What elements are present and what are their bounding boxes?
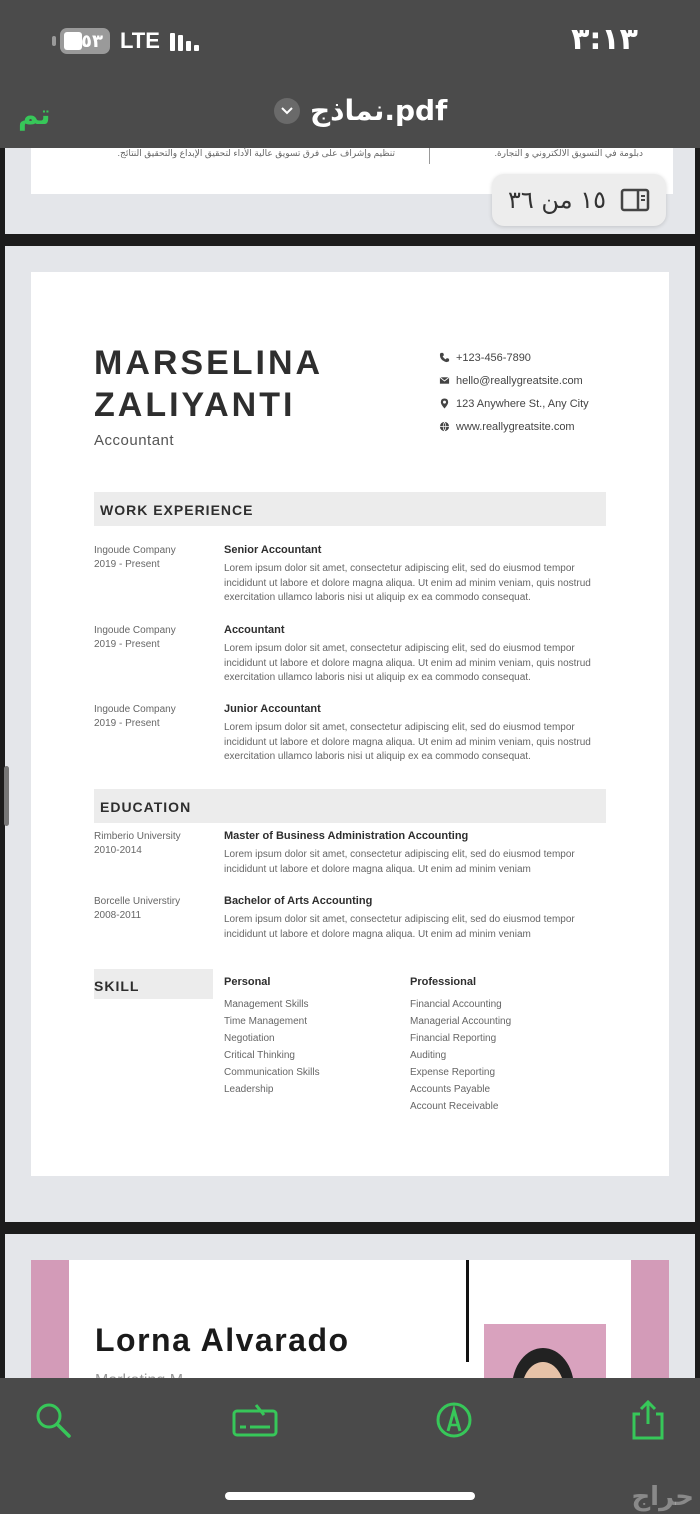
skill-item: Time Management xyxy=(224,1016,307,1027)
entry-period: 2019 - Present xyxy=(94,639,160,650)
entry-period: 2008-2011 xyxy=(94,910,142,921)
pdf-viewer[interactable] xyxy=(0,148,700,1378)
skill-item: Communication Skills xyxy=(224,1067,320,1078)
network-type: LTE xyxy=(120,28,160,53)
contact-website: www.reallygreatsite.com xyxy=(439,415,589,438)
resume-role: Accountant xyxy=(94,432,175,449)
resume-name-line2: ZALIYANTI xyxy=(94,386,296,424)
home-indicator[interactable] xyxy=(225,1492,475,1500)
sidebar-toggle-icon[interactable] xyxy=(620,188,650,212)
entry-period: 2019 - Present xyxy=(94,559,160,570)
contact-email: hello@reallygreatsite.com xyxy=(439,369,589,392)
entry-desc: Lorem ipsum dolor sit amet, consectetur adipiscing elit, sed do eiusmod tempor incididunt ut labore et dolore magna aliqua. Ut enim ad minim veniam xyxy=(224,914,575,940)
resume-sheet xyxy=(31,272,669,1176)
work-experience-header: WORK EXPERIENCE xyxy=(94,492,606,526)
contact-address: 123 Anywhere St., Any City xyxy=(439,392,589,415)
skill-item: Financial Accounting xyxy=(410,999,502,1010)
next-page[interactable] xyxy=(5,1234,695,1394)
skill-header: SKILL xyxy=(94,969,213,999)
entry-desc: Lorem ipsum dolor sit amet, consectetur adipiscing elit, sed do eiusmod tempor incididunt ut labore et dolore magna aliqua. Ut enim ad minim veniam, quis nostrud exercitation ullamco laboris nisi ut aliquip ex ea commodo consequat. xyxy=(224,643,591,684)
pen-annotate-icon[interactable] xyxy=(434,1400,474,1440)
phone-icon xyxy=(439,352,450,363)
entry-company: Ingoude Company xyxy=(94,625,176,636)
next-resume-name: Lorna Alvarado xyxy=(95,1322,350,1358)
mail-icon xyxy=(439,375,450,386)
education-header: EDUCATION xyxy=(94,789,606,823)
contact-block xyxy=(439,346,589,438)
globe-icon xyxy=(439,421,450,432)
skill-item: Financial Reporting xyxy=(410,1033,497,1044)
entry-company: Ingoude Company xyxy=(94,545,176,556)
entry-school: Rimberio University xyxy=(94,831,181,842)
page-indicator[interactable] xyxy=(492,174,666,226)
prev-page-text-right: تنظيم وإشراف على فرق تسويق عالية الأداء لتحقيق الإبداع والتحقيق النتائج. xyxy=(117,148,395,158)
skill-item: Leadership xyxy=(224,1084,274,1095)
entry-title: Junior Accountant xyxy=(224,703,321,715)
entry-title: Bachelor of Arts Accounting xyxy=(224,895,373,907)
skill-item: Auditing xyxy=(410,1050,447,1061)
watermark: حراج xyxy=(631,1482,694,1512)
current-page[interactable] xyxy=(5,246,695,1222)
personal-skills xyxy=(224,976,320,1098)
top-bar xyxy=(0,0,700,148)
signal-icon xyxy=(170,31,199,51)
personal-skills-title: Personal xyxy=(224,976,271,988)
share-icon[interactable] xyxy=(628,1400,668,1440)
divider xyxy=(466,1260,469,1362)
entry-title: Accountant xyxy=(224,624,285,636)
prev-page-divider xyxy=(429,148,430,164)
entry-company: Ingoude Company xyxy=(94,704,176,715)
professional-skills-title: Professional xyxy=(410,976,477,988)
entry-desc: Lorem ipsum dolor sit amet, consectetur adipiscing elit, sed do eiusmod tempor incididunt ut labore et dolore magna aliqua. Ut enim ad minim veniam, quis nostrud exercitation ullamco laboris nisi ut aliquip ex ea commodo consequat. xyxy=(224,722,591,763)
entry-school: Borcelle Universtiry xyxy=(94,896,181,907)
battery-level: ٥٣ xyxy=(81,30,103,52)
scroll-handle[interactable] xyxy=(4,766,9,826)
skill-item: Accounts Payable xyxy=(410,1084,491,1095)
page-count: ١٥ من ٣٦ xyxy=(508,186,606,214)
status-left xyxy=(52,28,199,54)
entry-desc: Lorem ipsum dolor sit amet, consectetur adipiscing elit, sed do eiusmod tempor incididunt ut labore et dolore magna aliqua. Ut enim ad minim veniam xyxy=(224,849,575,875)
resume-name xyxy=(94,342,323,426)
entry-period: 2019 - Present xyxy=(94,718,160,729)
skill-item: Management Skills xyxy=(224,999,309,1010)
prev-page-text-left: دبلومة في التسويق الالكتروني و التجارة. xyxy=(494,148,643,158)
markup-keyboard-icon[interactable] xyxy=(232,1400,278,1440)
skill-item: Account Receivable xyxy=(410,1101,499,1112)
chevron-down-icon[interactable] xyxy=(274,98,300,124)
resume-name-line1: MARSELINA xyxy=(94,344,324,382)
location-pin-icon xyxy=(439,398,450,409)
entry-title: Master of Business Administration Accounting xyxy=(224,830,469,842)
status-time: ٣:١٣ xyxy=(571,22,638,57)
entry-desc: Lorem ipsum dolor sit amet, consectetur adipiscing elit, sed do eiusmod tempor incididunt ut labore et dolore magna aliqua. Ut enim ad minim veniam, quis nostrud exercitation ullamco laboris nisi ut aliquip ex ea commodo consequat. xyxy=(224,563,591,604)
battery-icon xyxy=(60,28,110,54)
entry-title: Senior Accountant xyxy=(224,544,322,556)
document-title-menu[interactable] xyxy=(274,94,447,127)
professional-skills xyxy=(410,976,511,1115)
skill-item: Expense Reporting xyxy=(410,1067,496,1078)
done-button[interactable]: تم xyxy=(18,98,51,131)
contact-phone: +123-456-7890 xyxy=(439,346,589,369)
skill-item: Critical Thinking xyxy=(224,1050,295,1061)
skill-item: Negotiation xyxy=(224,1033,275,1044)
battery-nub xyxy=(52,36,56,46)
document-title: نماذج.pdf xyxy=(310,94,448,127)
skill-item: Managerial Accounting xyxy=(410,1016,512,1027)
search-icon[interactable] xyxy=(33,1400,73,1440)
entry-period: 2010-2014 xyxy=(94,845,142,856)
